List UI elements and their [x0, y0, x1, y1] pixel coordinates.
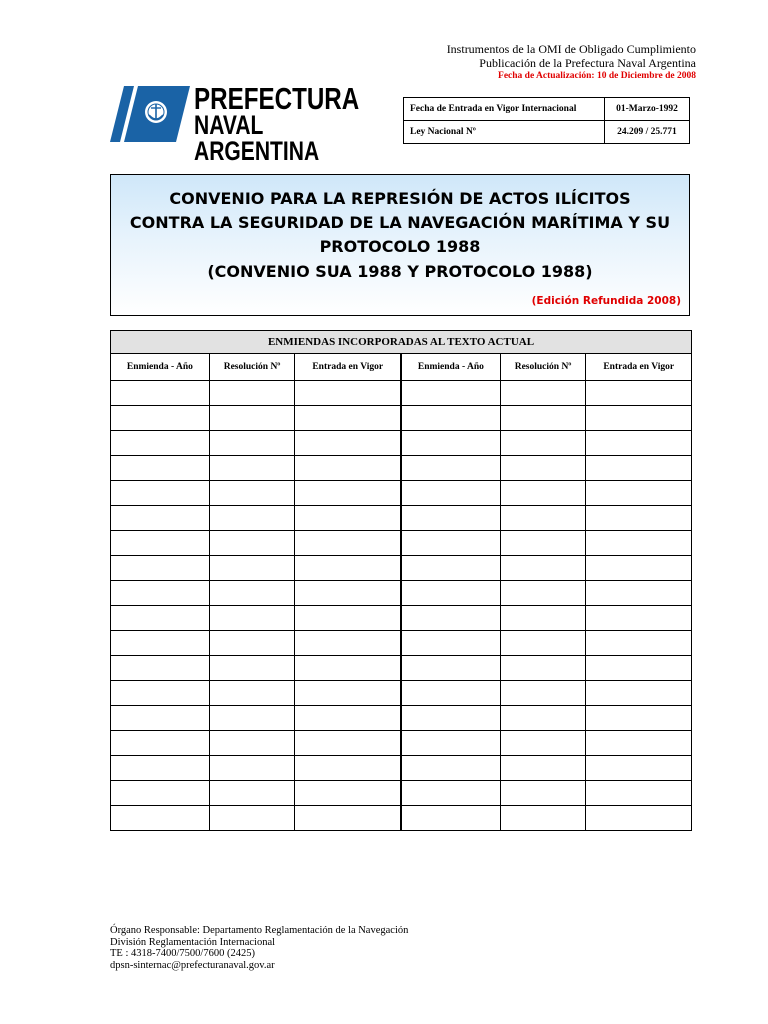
table-row	[402, 481, 691, 506]
empty-cell	[500, 806, 586, 831]
document-header	[447, 42, 696, 83]
table-row	[402, 381, 691, 406]
amendments-left-half	[111, 354, 400, 830]
footer-phone: TE : 4318-7400/7500/7600 (2425)	[110, 948, 255, 959]
empty-cell	[111, 656, 209, 681]
empty-cell	[500, 781, 586, 806]
prefectura-emblem-icon	[110, 86, 190, 142]
table-row	[402, 456, 691, 481]
empty-cell	[402, 806, 500, 831]
table-row	[402, 756, 691, 781]
title-line-4: (CONVENIO SUA 1988 Y PROTOCOLO 1988)	[207, 262, 593, 281]
column-header-row	[111, 354, 400, 381]
empty-cell	[295, 681, 400, 706]
empty-cell	[209, 481, 295, 506]
empty-cell	[295, 756, 400, 781]
table-row	[111, 656, 400, 681]
info-value: 24.209 / 25.771	[605, 121, 690, 144]
table-row	[111, 631, 400, 656]
empty-cell	[402, 431, 500, 456]
empty-cell	[586, 481, 691, 506]
logo-word-prefectura: PREFECTURA	[194, 81, 360, 116]
title-line-2: CONTRA LA SEGURIDAD DE LA NAVEGACIÓN MARÍTIMA Y SU	[129, 213, 671, 232]
empty-cell	[500, 381, 586, 406]
logo-word-naval-argentina: NAVAL ARGENTINA	[194, 110, 320, 166]
empty-cell	[402, 381, 500, 406]
table-row	[111, 531, 400, 556]
convention-title-box	[110, 174, 690, 316]
empty-cell	[209, 756, 295, 781]
table-row	[402, 781, 691, 806]
empty-cell	[402, 756, 500, 781]
table-row	[111, 431, 400, 456]
empty-cell	[209, 706, 295, 731]
prefectura-logo	[110, 81, 360, 166]
empty-cell	[500, 456, 586, 481]
empty-cell	[402, 581, 500, 606]
empty-cell	[500, 706, 586, 731]
empty-cell	[500, 656, 586, 681]
table-row	[111, 406, 400, 431]
amendments-heading: ENMIENDAS INCORPORADAS AL TEXTO ACTUAL	[111, 331, 691, 354]
empty-cell	[586, 781, 691, 806]
table-row	[111, 756, 400, 781]
empty-cell	[402, 706, 500, 731]
empty-cell	[295, 431, 400, 456]
footer-email: dpsn-sinternac@prefecturanaval.gov.ar	[110, 959, 275, 971]
column-header-enmienda: Enmienda - Año	[402, 354, 500, 381]
empty-cell	[586, 806, 691, 831]
column-header-resolucion: Resolución Nº	[209, 354, 295, 381]
empty-cell	[402, 606, 500, 631]
table-row	[111, 456, 400, 481]
empty-cell	[402, 656, 500, 681]
empty-cell	[500, 481, 586, 506]
empty-cell	[402, 531, 500, 556]
table-row	[111, 806, 400, 831]
column-header-entrada: Entrada en Vigor	[586, 354, 691, 381]
edition-label: (Edición Refundida 2008)	[531, 295, 681, 307]
footer-organo: Órgano Responsable: Departamento Reglamentación de la Navegación	[110, 925, 409, 936]
empty-cell	[295, 706, 400, 731]
table-row	[111, 556, 400, 581]
table-row	[402, 506, 691, 531]
empty-cell	[295, 581, 400, 606]
table-row	[402, 581, 691, 606]
title-line-3: PROTOCOLO 1988	[319, 237, 481, 256]
amendments-right-half	[400, 354, 691, 830]
column-header-row	[402, 354, 691, 381]
empty-cell	[209, 581, 295, 606]
empty-cell	[586, 631, 691, 656]
empty-cell	[586, 406, 691, 431]
title-line-1: CONVENIO PARA LA REPRESIÓN DE ACTOS ILÍCITOS	[169, 189, 631, 208]
empty-cell	[586, 656, 691, 681]
empty-cell	[209, 506, 295, 531]
empty-cell	[209, 456, 295, 481]
empty-cell	[500, 631, 586, 656]
empty-cell	[295, 556, 400, 581]
empty-cell	[586, 456, 691, 481]
empty-cell	[209, 781, 295, 806]
empty-cell	[586, 706, 691, 731]
empty-cell	[209, 656, 295, 681]
empty-cell	[500, 431, 586, 456]
empty-cell	[500, 731, 586, 756]
empty-cell	[500, 756, 586, 781]
table-row	[402, 606, 691, 631]
empty-cell	[500, 581, 586, 606]
empty-cell	[295, 531, 400, 556]
empty-cell	[402, 681, 500, 706]
empty-cell	[209, 381, 295, 406]
amendments-rows-right	[402, 381, 691, 831]
empty-cell	[402, 406, 500, 431]
empty-cell	[111, 806, 209, 831]
empty-cell	[295, 631, 400, 656]
header-line-1: Instrumentos de la OMI de Obligado Cumplimiento	[446, 42, 696, 56]
amendments-grid-right	[402, 354, 691, 830]
empty-cell	[586, 431, 691, 456]
empty-cell	[111, 706, 209, 731]
table-row	[111, 706, 400, 731]
empty-cell	[209, 681, 295, 706]
logo-wordmark	[194, 81, 360, 166]
table-row	[402, 706, 691, 731]
empty-cell	[586, 681, 691, 706]
table-row	[111, 506, 400, 531]
info-label: Ley Nacional Nº	[404, 121, 605, 144]
table-row	[402, 631, 691, 656]
table-row	[402, 406, 691, 431]
empty-cell	[402, 481, 500, 506]
amendments-table	[110, 330, 692, 831]
empty-cell	[500, 506, 586, 531]
empty-cell	[586, 731, 691, 756]
empty-cell	[111, 481, 209, 506]
empty-cell	[111, 756, 209, 781]
empty-cell	[295, 781, 400, 806]
info-row	[404, 121, 690, 144]
empty-cell	[402, 631, 500, 656]
empty-cell	[111, 556, 209, 581]
empty-cell	[500, 681, 586, 706]
amendments-body	[111, 354, 691, 830]
empty-cell	[111, 731, 209, 756]
info-row	[404, 98, 690, 121]
table-row	[402, 731, 691, 756]
empty-cell	[111, 681, 209, 706]
table-row	[111, 606, 400, 631]
empty-cell	[111, 631, 209, 656]
table-row	[402, 681, 691, 706]
empty-cell	[209, 631, 295, 656]
empty-cell	[111, 581, 209, 606]
table-row	[111, 731, 400, 756]
empty-cell	[402, 456, 500, 481]
empty-cell	[111, 781, 209, 806]
table-row	[402, 656, 691, 681]
empty-cell	[295, 481, 400, 506]
empty-cell	[295, 606, 400, 631]
column-header-resolucion: Resolución Nº	[500, 354, 586, 381]
table-row	[111, 381, 400, 406]
empty-cell	[402, 506, 500, 531]
empty-cell	[295, 806, 400, 831]
empty-cell	[402, 731, 500, 756]
table-row	[402, 556, 691, 581]
amendments-rows-left	[111, 381, 400, 831]
info-value: 01-Marzo-1992	[605, 98, 690, 121]
empty-cell	[295, 456, 400, 481]
empty-cell	[111, 531, 209, 556]
table-row	[111, 781, 400, 806]
amendments-grid-left	[111, 354, 400, 830]
empty-cell	[586, 756, 691, 781]
column-header-enmienda: Enmienda - Año	[111, 354, 209, 381]
table-row	[111, 481, 400, 506]
empty-cell	[209, 406, 295, 431]
empty-cell	[586, 531, 691, 556]
empty-cell	[586, 556, 691, 581]
empty-cell	[111, 431, 209, 456]
table-row	[402, 806, 691, 831]
empty-cell	[586, 581, 691, 606]
empty-cell	[295, 656, 400, 681]
empty-cell	[586, 506, 691, 531]
empty-cell	[586, 606, 691, 631]
info-label: Fecha de Entrada en Vigor Internacional	[404, 98, 605, 121]
empty-cell	[209, 531, 295, 556]
empty-cell	[111, 606, 209, 631]
empty-cell	[295, 731, 400, 756]
table-row	[111, 581, 400, 606]
empty-cell	[402, 781, 500, 806]
empty-cell	[111, 381, 209, 406]
empty-cell	[111, 406, 209, 431]
empty-cell	[209, 556, 295, 581]
update-date: Fecha de Actualización: 10 de Diciembre de 2008	[498, 71, 696, 81]
empty-cell	[586, 381, 691, 406]
table-row	[402, 431, 691, 456]
header-line-2: Publicación de la Prefectura Naval Argentina	[479, 56, 696, 70]
table-row	[402, 531, 691, 556]
empty-cell	[295, 506, 400, 531]
info-table	[403, 97, 690, 144]
footer-contact	[110, 925, 408, 971]
empty-cell	[500, 531, 586, 556]
empty-cell	[500, 406, 586, 431]
empty-cell	[500, 606, 586, 631]
empty-cell	[402, 556, 500, 581]
empty-cell	[111, 456, 209, 481]
footer-division: División Reglamentación Internacional	[110, 936, 276, 948]
empty-cell	[295, 381, 400, 406]
column-header-entrada: Entrada en Vigor	[295, 354, 400, 381]
empty-cell	[295, 406, 400, 431]
empty-cell	[209, 731, 295, 756]
convention-title	[111, 187, 689, 259]
empty-cell	[209, 606, 295, 631]
empty-cell	[209, 806, 295, 831]
empty-cell	[209, 431, 295, 456]
table-row	[111, 681, 400, 706]
empty-cell	[111, 506, 209, 531]
empty-cell	[500, 556, 586, 581]
